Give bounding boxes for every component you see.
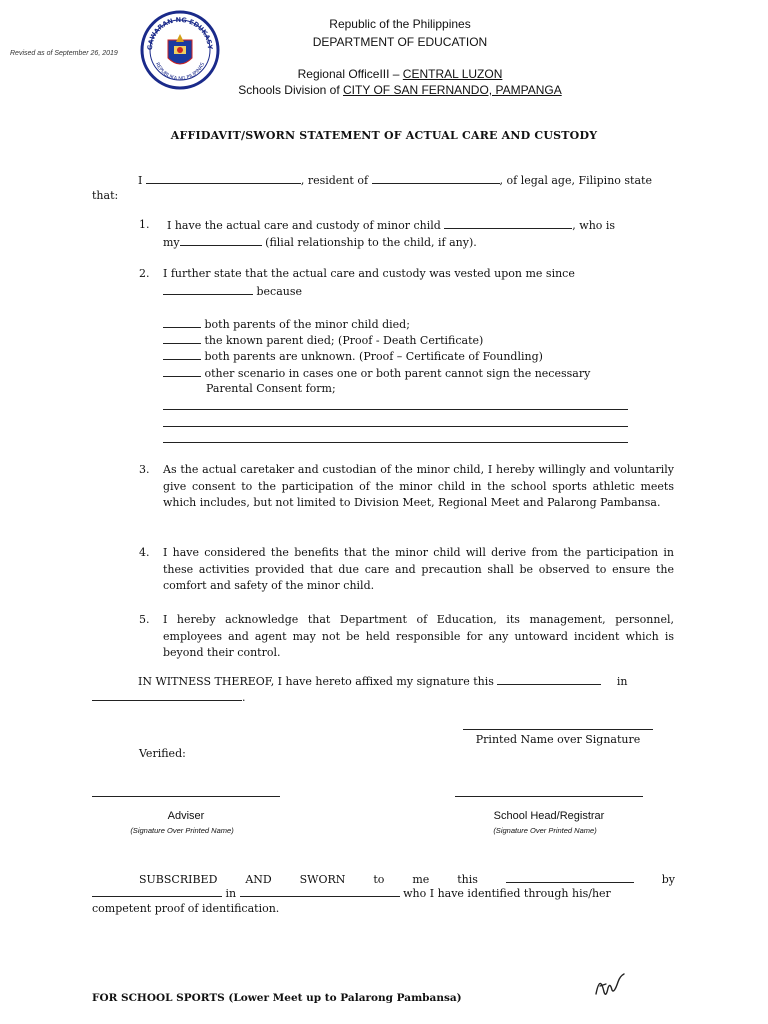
explanation-line-1[interactable] xyxy=(163,409,628,410)
handwritten-initials xyxy=(592,964,632,1004)
header-department: DEPARTMENT OF EDUCATION xyxy=(312,35,488,49)
subscribed-line-3: competent proof of identification. xyxy=(92,902,280,915)
witness-place: . xyxy=(92,689,246,707)
sworn-date-blank[interactable] xyxy=(506,871,634,883)
residence-blank[interactable] xyxy=(372,172,500,184)
item-1-number: 1. xyxy=(139,218,150,231)
header-division: Schools Division of CITY OF SAN FERNANDO, PAMPANGA xyxy=(238,83,562,97)
document-title: AFFIDAVIT/SWORN STATEMENT OF ACTUAL CARE AND CUSTODY xyxy=(170,129,598,142)
option-2-checkline[interactable] xyxy=(163,332,201,344)
since-date-blank[interactable] xyxy=(163,283,253,295)
item-2-number: 2. xyxy=(139,267,150,280)
witness-line: IN WITNESS THEREOF, I have hereto affixed my signature this in xyxy=(138,675,628,688)
relationship-blank[interactable] xyxy=(180,234,262,246)
adviser-label: Adviser xyxy=(167,810,205,822)
explanation-line-3[interactable] xyxy=(163,442,628,443)
option-3-checkline[interactable] xyxy=(163,348,201,360)
item-3-number: 3. xyxy=(139,463,150,476)
option-other-scenario-cont: Parental Consent form; xyxy=(206,382,336,395)
minor-child-blank[interactable] xyxy=(444,217,572,229)
option-other-scenario: other scenario in cases one or both parent cannot sign the necessary xyxy=(163,365,683,383)
signing-place-blank[interactable] xyxy=(92,689,242,701)
sworn-place-blank[interactable] xyxy=(240,885,400,897)
item-2-line2: because xyxy=(163,283,683,301)
explanation-line-2[interactable] xyxy=(163,426,628,427)
option-parents-unknown: both parents are unknown. (Proof – Certificate of Foundling) xyxy=(163,348,683,366)
intro-line: I , resident of , of legal age, Filipino state xyxy=(138,174,652,187)
item-1-line1: I have the actual care and custody of minor child , who is xyxy=(167,219,616,232)
verified-label: Verified: xyxy=(139,747,186,760)
school-head-caption: (Signature Over Printed Name) xyxy=(493,826,597,835)
svg-text:REPUBLIKA NG PILIPINAS: REPUBLIKA NG PILIPINAS xyxy=(153,61,207,83)
adviser-caption: (Signature Over Printed Name) xyxy=(130,826,234,835)
item-5-text: I hereby acknowledge that Department of Education, its management, personnel, employees and agent may not be held responsible for any untoward incident which is beyond their control. xyxy=(163,613,674,659)
option-both-died: both parents of the minor child died; xyxy=(163,316,683,334)
header-region: Regional OfficeIII – CENTRAL LUZON xyxy=(297,67,503,81)
school-head-label: School Head/Registrar xyxy=(493,810,605,822)
item-3-text: As the actual caretaker and custodian of the minor child, I hereby willingly and voluntarily give consent to the participation of the minor child in the school sports athletic meets which includes, but not limited to Division Meet, Regional Meet and Palarong Pambansa. xyxy=(163,463,674,509)
header-republic: Republic of the Philippines xyxy=(329,17,471,31)
item-4-number: 4. xyxy=(139,546,150,559)
name-blank[interactable] xyxy=(146,172,301,184)
item-1-line2: my (filial relationship to the child, if any). xyxy=(163,236,477,249)
item-5-number: 5. xyxy=(139,613,150,626)
intro-that: that: xyxy=(92,189,119,202)
printed-name-label: Printed Name over Signature xyxy=(475,733,641,746)
option-4-checkline[interactable] xyxy=(163,365,201,377)
subscribed-line: SUBSCRIBED AND SWORN to me this by xyxy=(139,873,675,886)
subscribed-line-2: in who I have identified through his/her xyxy=(92,885,677,903)
item-4-text: I have considered the benefits that the minor child will derive from the participation in these activities provided that due care and precaution shall be observed to ensure the comfort and safety of the minor child. xyxy=(163,546,674,592)
affiant-blank[interactable] xyxy=(92,885,222,897)
svg-text:KAGAWARAN NG EDUKASYON: GAWARAN NG EDUKASY xyxy=(145,15,215,51)
option-known-parent-died: the known parent died; (Proof - Death Certificate) xyxy=(163,332,683,350)
school-head-signature-line[interactable] xyxy=(455,796,643,797)
footer-note: FOR SCHOOL SPORTS (Lower Meet up to Palarong Pambansa) xyxy=(92,992,462,1004)
affiant-signature-line[interactable] xyxy=(463,729,653,730)
signing-date-blank[interactable] xyxy=(497,673,601,685)
adviser-signature-line[interactable] xyxy=(92,796,280,797)
item-2-line1: I further state that the actual care and custody was vested upon me since xyxy=(163,267,575,280)
revised-date-note: Revised as of September 26, 2019 xyxy=(10,50,118,57)
option-1-checkline[interactable] xyxy=(163,316,201,328)
